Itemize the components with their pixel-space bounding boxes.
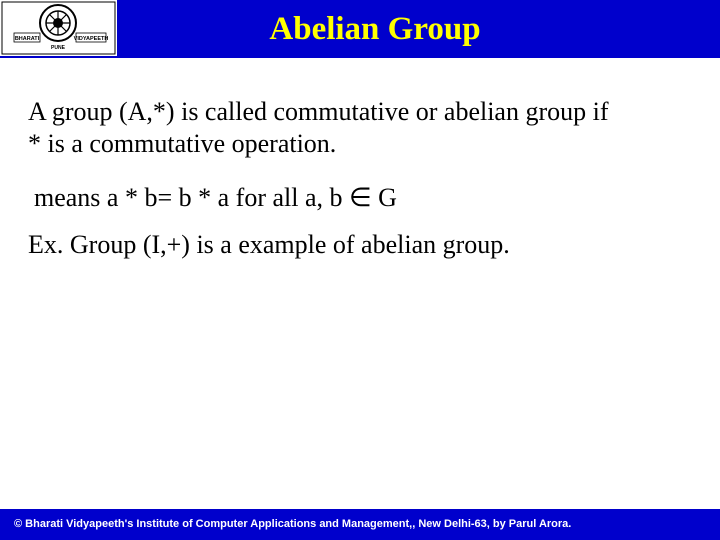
- commutative-property: means a * b= b * a for all a, b ∈ G: [34, 183, 397, 212]
- institute-logo-icon: [0, 0, 117, 56]
- logo: [0, 0, 117, 56]
- example-text: Ex. Group (I,+) is a example of abelian group.: [28, 230, 510, 259]
- definition-line-1: A group (A,*) is called commutative or abelian group if: [28, 97, 609, 126]
- header-bar: [0, 0, 720, 58]
- logo-text-right: VIDYAPEETH: [73, 36, 109, 42]
- logo-text-bottom: PUNE: [51, 45, 65, 51]
- logo-text-left: BHARATI: [14, 36, 40, 42]
- definition-line-2: * is a commutative operation.: [28, 129, 337, 158]
- page-title: Abelian Group: [269, 11, 481, 47]
- definition-paragraph: [28, 96, 609, 160]
- footer-bar: [0, 509, 720, 540]
- footer-copyright: © Bharati Vidyapeeth's Institute of Computer Applications and Management,, New Delhi-63, by Parul Arora.: [14, 518, 572, 530]
